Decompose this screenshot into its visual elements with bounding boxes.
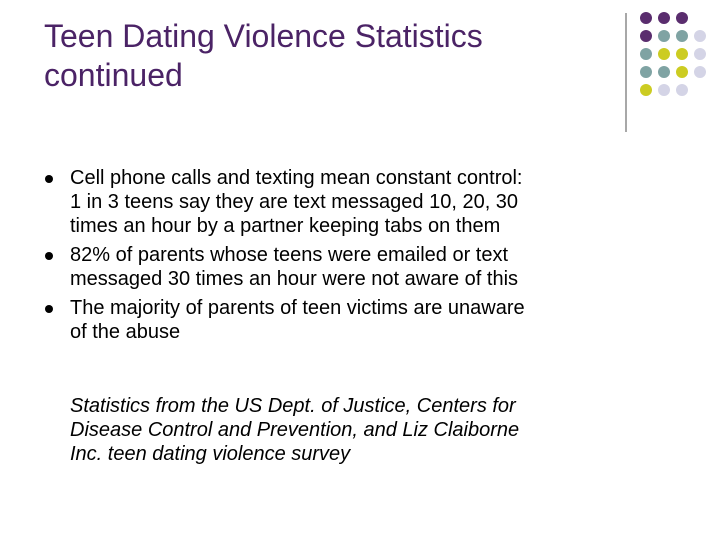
slide-title <box>44 17 604 95</box>
bullet-item <box>44 166 684 238</box>
bullet-list <box>44 166 684 349</box>
source-citation <box>70 394 690 466</box>
decorative-dot <box>640 12 652 24</box>
bullet-text-line: 1 in 3 teens say they are text messaged 10, 20, 30 <box>70 191 519 213</box>
bullet-text-line: 82% of parents whose teens were emailed or text <box>70 244 509 266</box>
decorative-dot <box>640 84 652 96</box>
decorative-dot <box>640 48 652 60</box>
decorative-dot <box>658 66 670 78</box>
bullet-item <box>44 296 684 344</box>
decorative-dot <box>658 84 670 96</box>
decorative-dot <box>694 66 706 78</box>
slide-title-line: continued <box>44 57 183 93</box>
bullet-text-line: times an hour by a partner keeping tabs on them <box>70 215 501 237</box>
source-citation-line: Statistics from the US Dept. of Justice, Centers for <box>70 395 516 417</box>
slide-title-line: Teen Dating Violence Statistics <box>44 18 483 54</box>
source-citation-line: Inc. teen dating violence survey <box>70 443 351 465</box>
bullet-text-line: of the abuse <box>70 321 181 343</box>
decorative-dot <box>676 84 688 96</box>
decorative-dot <box>640 66 652 78</box>
bullet-text-line: Cell phone calls and texting mean constant control: <box>70 167 523 189</box>
bullet-point-icon <box>45 175 53 183</box>
decorative-dot <box>658 30 670 42</box>
decorative-dot <box>658 12 670 24</box>
bullet-point-icon <box>45 305 53 313</box>
decorative-dot <box>676 12 688 24</box>
bullet-point-icon <box>45 252 53 260</box>
title-divider-line <box>625 13 627 132</box>
decorative-dot <box>694 30 706 42</box>
decorative-dot <box>658 48 670 60</box>
decorative-dot <box>640 30 652 42</box>
decorative-dot <box>676 66 688 78</box>
bullet-text-line: The majority of parents of teen victims are unaware <box>70 297 525 319</box>
decorative-dot <box>694 48 706 60</box>
bullet-item <box>44 243 684 291</box>
source-citation-line: Disease Control and Prevention, and Liz Claiborne <box>70 419 520 441</box>
decorative-dot <box>676 30 688 42</box>
bullet-text-line: messaged 30 times an hour were not aware of this <box>70 268 519 290</box>
decorative-dot <box>676 48 688 60</box>
